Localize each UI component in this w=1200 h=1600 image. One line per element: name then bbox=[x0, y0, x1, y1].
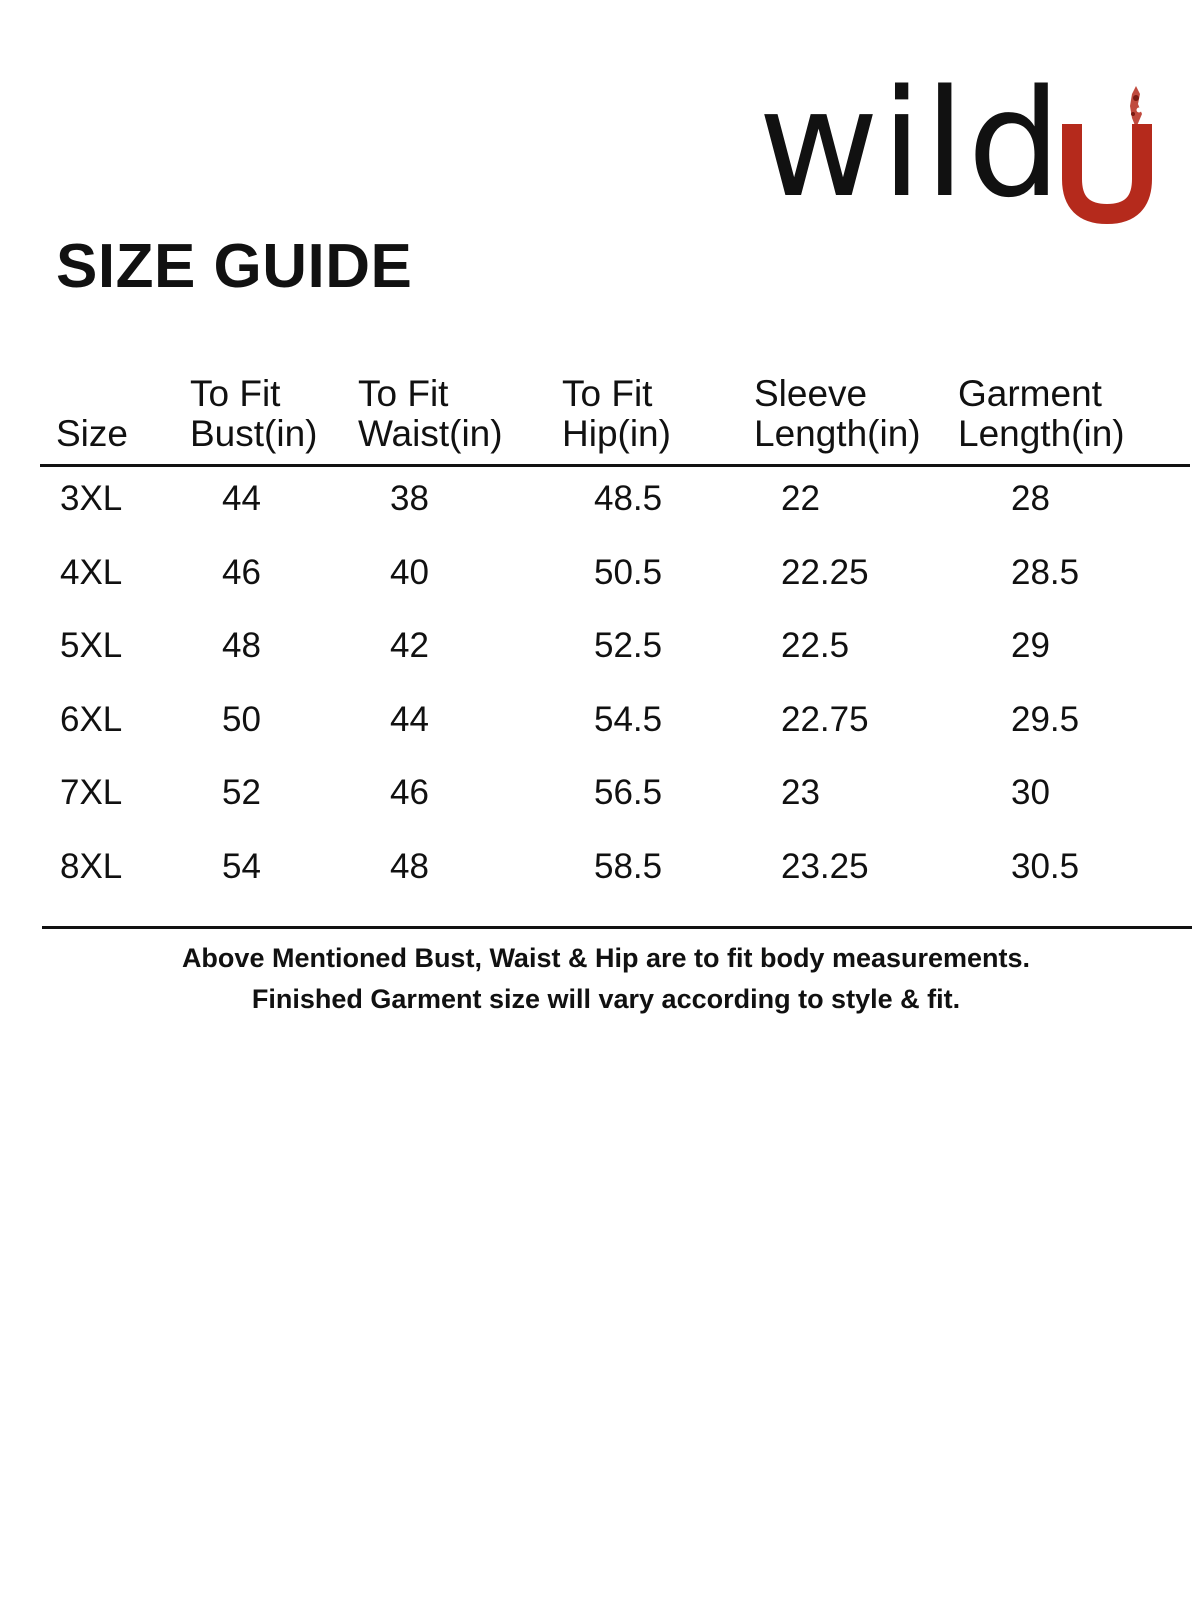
cell-hip: 56.5 bbox=[594, 773, 663, 812]
cell-hip: 50.5 bbox=[594, 552, 663, 592]
table-row bbox=[40, 837, 1190, 911]
cell-garment: 28 bbox=[1011, 479, 1050, 518]
header-bust: To Fit Bust(in) bbox=[190, 373, 318, 454]
page-title: SIZE GUIDE bbox=[56, 232, 413, 301]
fit-notes bbox=[40, 938, 1172, 1020]
cell-waist: 40 bbox=[390, 552, 429, 592]
cell-sleeve: 23.25 bbox=[781, 846, 869, 886]
cell-bust: 52 bbox=[222, 773, 261, 812]
table-row bbox=[40, 616, 1190, 690]
cell-size: 4XL bbox=[60, 552, 123, 592]
header-waist: To Fit Waist(in) bbox=[358, 373, 503, 454]
cell-size: 3XL bbox=[60, 479, 123, 518]
table-row bbox=[40, 543, 1190, 617]
logo-u-mark bbox=[1062, 84, 1152, 224]
cell-waist: 38 bbox=[390, 479, 429, 518]
cell-garment: 28.5 bbox=[1011, 552, 1080, 592]
cell-sleeve: 22.5 bbox=[781, 626, 850, 665]
cell-size: 5XL bbox=[60, 626, 123, 665]
table-body bbox=[40, 469, 1190, 910]
cell-sleeve: 23 bbox=[781, 773, 820, 812]
cell-waist: 48 bbox=[390, 846, 429, 886]
cell-bust: 44 bbox=[222, 479, 261, 518]
logo-wordmark: wild bbox=[758, 58, 1064, 230]
cell-bust: 46 bbox=[222, 552, 261, 592]
header-divider bbox=[40, 464, 1190, 467]
cell-bust: 50 bbox=[222, 699, 261, 739]
cell-waist: 42 bbox=[390, 626, 429, 665]
cell-hip: 52.5 bbox=[594, 626, 663, 665]
note-line: Above Mentioned Bust, Waist & Hip are to fit body measurements. bbox=[181, 943, 1031, 973]
cell-size: 7XL bbox=[60, 773, 123, 812]
cell-sleeve: 22.25 bbox=[781, 552, 869, 592]
cell-garment: 30 bbox=[1011, 773, 1050, 812]
cell-garment: 29 bbox=[1011, 626, 1050, 665]
cell-size: 6XL bbox=[60, 699, 123, 739]
cell-waist: 46 bbox=[390, 773, 429, 812]
cell-hip: 58.5 bbox=[594, 846, 663, 886]
header-sleeve-length: Sleeve Length(in) bbox=[754, 373, 921, 454]
table-footer-divider bbox=[42, 926, 1192, 929]
header-hip: To Fit Hip(in) bbox=[562, 373, 671, 454]
cell-garment: 29.5 bbox=[1011, 699, 1080, 739]
header-garment-length: Garment Length(in) bbox=[958, 373, 1125, 454]
table-row bbox=[40, 469, 1190, 543]
table-header bbox=[40, 358, 1190, 464]
cell-bust: 54 bbox=[222, 846, 261, 886]
header-size: Size bbox=[56, 413, 128, 454]
note-line: Finished Garment size will vary according to style & fit. bbox=[251, 984, 961, 1014]
cell-hip: 48.5 bbox=[594, 479, 663, 518]
table-row bbox=[40, 690, 1190, 764]
cell-size: 8XL bbox=[60, 846, 123, 886]
cell-hip: 54.5 bbox=[594, 699, 663, 739]
cell-bust: 48 bbox=[222, 626, 261, 665]
cell-waist: 44 bbox=[390, 699, 429, 739]
cell-sleeve: 22 bbox=[781, 479, 820, 518]
table-row bbox=[40, 763, 1190, 837]
cell-garment: 30.5 bbox=[1011, 846, 1080, 886]
brand-logo bbox=[758, 58, 1158, 230]
size-table bbox=[40, 358, 1190, 886]
cell-sleeve: 22.75 bbox=[781, 699, 869, 739]
